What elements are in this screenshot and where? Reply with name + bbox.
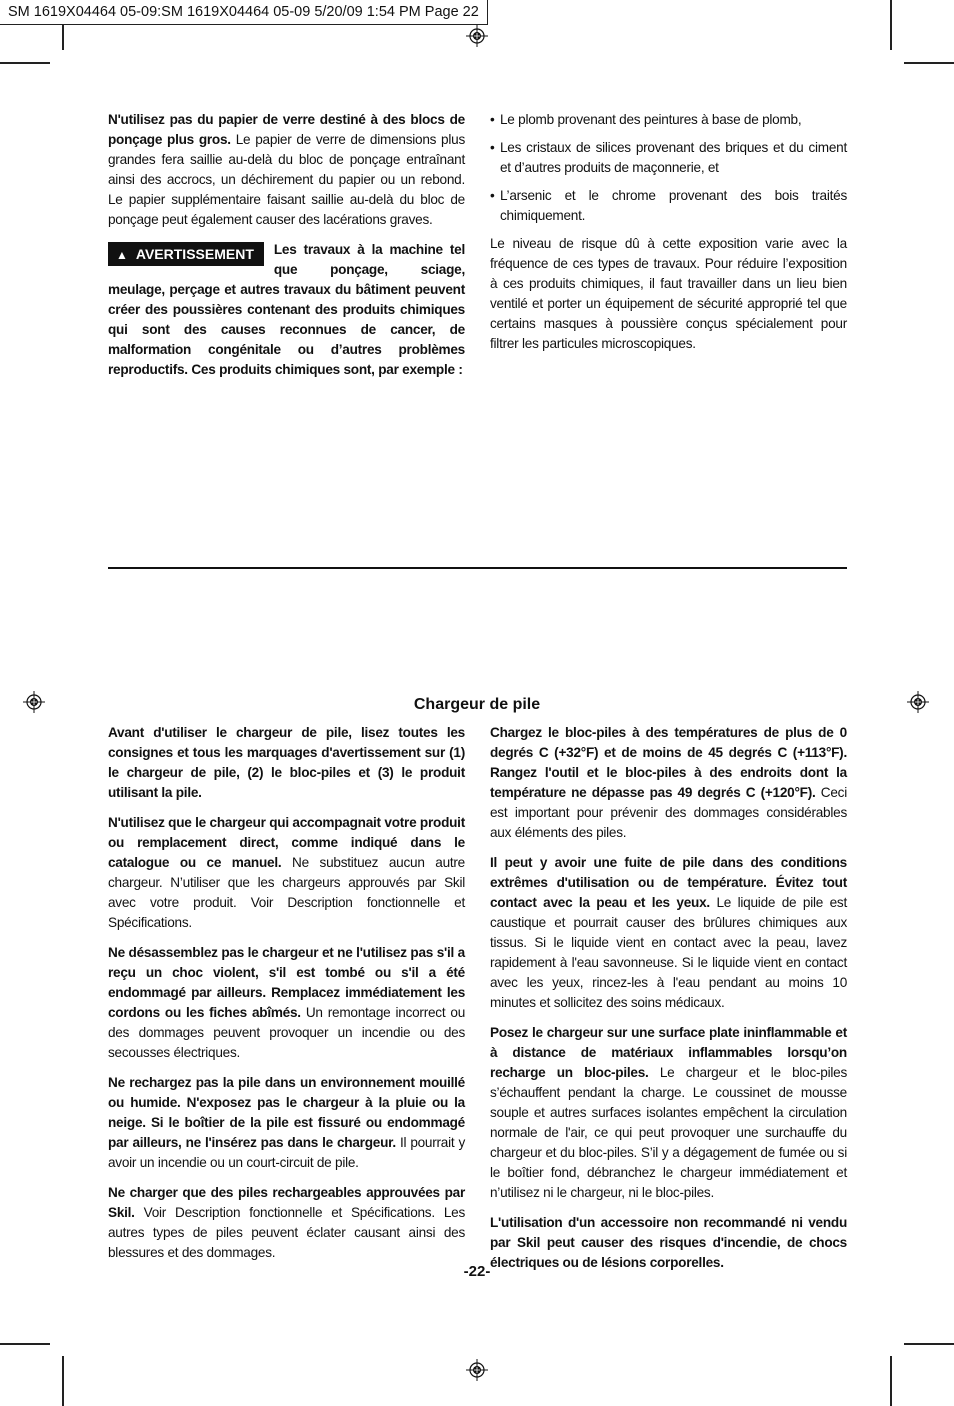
paragraph-bold: Posez le chargeur sur une surface plate ininflammable et à distance de matériaux inflammables lorsqu’on recharge un bloc-piles. — [490, 1025, 847, 1080]
paragraph — [490, 1023, 847, 1203]
paragraph-text: Voir Description fonctionnelle et Spécifications. Les autres types de piles peuvent éclater causant ainsi des blessures et des dommages. — [108, 1205, 465, 1260]
top-left-column — [108, 110, 465, 380]
paragraph-bold: Il peut y avoir une fuite de pile dans des conditions extrêmes d'utilisation ou de température. Évitez tout contact avec la peau et les yeux. — [490, 855, 847, 910]
paragraph-bold: N'utilisez pas du papier de verre destiné à des blocs de ponçage plus gros. — [108, 112, 465, 147]
list-item: • Les cristaux de silices provenant des briques et du ciment et d’autres produits de maçonnerie, et — [490, 138, 847, 178]
paragraph — [108, 943, 465, 1063]
list-item: • Le plomb provenant des peintures à base de plomb, — [490, 110, 847, 130]
warning-label: AVERTISSEMENT — [135, 246, 254, 262]
paragraph — [108, 723, 465, 803]
bullet-list — [490, 110, 847, 226]
crop-mark — [62, 1356, 64, 1406]
paragraph — [108, 813, 465, 933]
paragraph-bold: L'utilisation d'un accessoire non recommandé ni vendu par Skil peut causer des risques d'incendie, de chocs électriques ou de lésions corporelles. — [490, 1215, 847, 1270]
crop-mark — [0, 1343, 50, 1345]
paragraph: Le niveau de risque dû à cette exposition varie avec la fréquence de ces types de travaux. Pour réduire l’exposition à ces produits chimiques, il faut travailler dans un lieu bien ventilé et porter un équipement de sécurité approprié tel que certains masques à poussière conçus spécialement pour filtrer les particules microscopiques. — [490, 236, 847, 351]
paragraph-bold: N'utilisez que le chargeur qui accompagnait votre produit ou remplacement direct, comme indiqué dans le catalogue ou ce manuel. — [108, 815, 465, 870]
paragraph-bold: Ne rechargez pas la pile dans un environnement mouillé ou humide. N'exposez pas le chargeur à la pluie ou la neige. Si le boîtier de la pile est fissuré ou endommagé par ailleurs, ne l'insérez pas dans le chargeur. — [108, 1075, 465, 1150]
warning-block — [108, 240, 465, 380]
registration-mark-icon — [466, 1359, 488, 1381]
paragraph-text: Il pourrait y avoir un incendie ou un court-circuit de pile. — [108, 1135, 465, 1170]
paragraph-bold: Avant d'utiliser le chargeur de pile, lisez toutes les consignes et tous les marquages d'avertissement sur (1) le chargeur de pile, (2) le bloc-piles et (3) le produit utilisant la pile. — [108, 725, 465, 800]
top-right-column — [490, 110, 847, 364]
paragraph-bold: Chargez le bloc-piles à des températures de plus de 0 degrés C (+32°F) et de moins de 45 degrés C (+113°F). Rangez l'outil et le bloc-piles à des endroits dont la température ne dépasse pas 49 degrés C (+120°F). — [490, 725, 847, 800]
page-number: -22- — [463, 1263, 491, 1280]
crop-mark — [890, 1356, 892, 1406]
paragraph-bold: Ne charger que des piles rechargeables approuvées par Skil. — [108, 1185, 465, 1220]
section-title: Chargeur de pile — [413, 696, 541, 713]
paragraph-bold: Ne désassemblez pas le chargeur et ne l'utilisez pas s'il a reçu un choc violent, s'il est tombé ou s'il a été endommagé par ailleurs. Remplacez immédiatement les cordons ou les fiches abîmés. — [108, 945, 465, 1020]
paragraph-text: Un remontage incorrect ou des dommages peuvent provoquer un incendie ou des secousses électriques. — [108, 1005, 465, 1060]
warning-triangle-icon: ▲ — [116, 248, 128, 262]
crop-mark — [0, 62, 50, 64]
print-slug: SM 1619X04464 05-09:SM 1619X04464 05-09 5/20/09 1:54 PM Page 22 — [0, 0, 488, 25]
warning-badge — [108, 242, 264, 266]
paragraph — [490, 723, 847, 843]
crop-mark — [62, 24, 64, 50]
paragraph — [108, 110, 465, 230]
paragraph-text: Ceci est important pour prévenir des dommages considérables aux éléments des piles. — [490, 785, 847, 840]
section-divider — [108, 567, 847, 569]
paragraph — [108, 1183, 465, 1263]
paragraph-text: Le liquide de pile est caustique et pourrait causer des brûlures chimiques aux tissus. Si le liquide vient en contact avec la peau, lavez rapidement à l'eau savonneuse. Si le liquide vient en contact avec les yeux, rincez-les à l'eau pendant au moins 10 minutes et sollicitez des soins médicaux. — [490, 895, 847, 1010]
paragraph-text: Le chargeur et le bloc-piles s’échauffent pendant la charge. Le coussinet de mousse souple et autres surfaces isolantes empêchent la circulation normale de l'air, ce qui peut provoquer une surchauffe du chargeur et du bloc-piles. S’il y a dégagement de fumée ou si le boîtier fond, débranchez le chargeur immédiatement et n’utilisez ni le chargeur, ni le bloc-piles. — [490, 1065, 847, 1200]
crop-mark — [904, 62, 954, 64]
warning-text: Les travaux à la machine tel que ponçage, sciage, meulage, perçage et autres travaux du bâtiment peuvent créer des poussières contenant des produits chimiques qui sont des causes reconnues de cancer, de malformation congénitale ou d’autres problèmes reproductifs. Ces produits chimiques sont, par exemple : — [108, 242, 465, 377]
bottom-right-column — [490, 723, 847, 1283]
registration-mark-icon — [466, 25, 488, 47]
crop-mark — [890, 0, 892, 50]
paragraph — [108, 1073, 465, 1173]
crop-mark — [904, 1343, 954, 1345]
list-item: • L’arsenic et le chrome provenant des bois traités chimiquement. — [490, 186, 847, 226]
bottom-left-column — [108, 723, 465, 1273]
paragraph — [490, 853, 847, 1013]
paragraph-text: Le papier de verre de dimensions plus grandes fera saillie au-delà du bloc de ponçage entraînant ainsi des accrocs, un déchirement du papier ou un rebond. Le papier supplémentaire faisant saillie au-delà du bloc de ponçage peut également causer des lacérations graves. — [108, 132, 465, 227]
paragraph-text: Ne substituez aucun autre chargeur. N’utiliser que les chargeurs approuvés par Skil avec votre produit. Voir Description fonctionnelle et Spécifications. — [108, 855, 465, 930]
